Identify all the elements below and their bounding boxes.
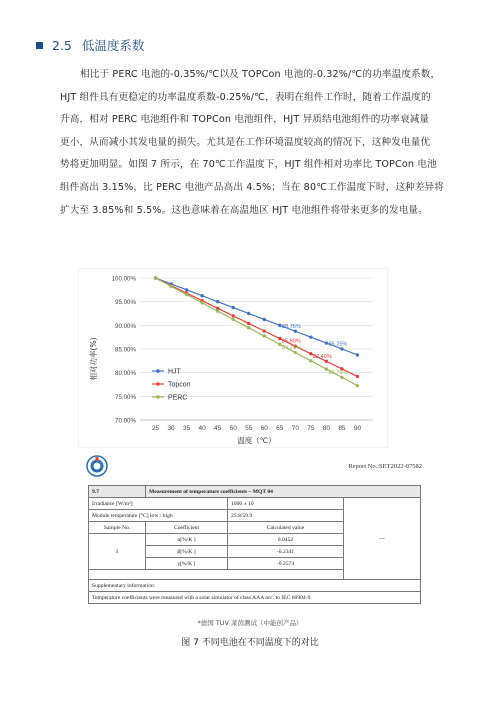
data-point-perc <box>232 318 235 321</box>
sample-number-cell: 1 <box>89 534 146 570</box>
paragraph-line: HJT 组件具有更稳定的功率温度系数-0.25%/℃，表明在组件工作时，随着工作温度的 <box>60 91 431 103</box>
coefficient-cell: α[%/K ] <box>146 534 228 546</box>
legend-marker <box>156 395 160 399</box>
certification-logo-icon <box>86 455 108 477</box>
col-coefficient-header: Coefficient <box>146 522 228 534</box>
section-no-cell: 9.7 <box>89 486 146 498</box>
x-tick-label: 75 <box>307 425 315 432</box>
data-label: 86.25% <box>328 341 348 348</box>
test-report-excerpt <box>80 455 430 615</box>
data-point-hjt <box>356 353 359 356</box>
data-point-perc <box>216 309 219 312</box>
section-title: 低温度系数 <box>81 38 145 53</box>
data-point-perc <box>340 376 343 379</box>
x-tick-label: 70 <box>291 425 299 432</box>
y-tick-label: 75.00% <box>115 393 136 401</box>
legend-label: PERC <box>168 394 188 402</box>
body-paragraph <box>60 64 466 222</box>
data-point-perc <box>356 384 359 387</box>
data-point-hjt <box>309 335 312 338</box>
data-point-perc <box>185 293 188 296</box>
x-tick-label: 30 <box>167 425 175 432</box>
paragraph-line: 扩大至 3.85%和 5.5%。这也意味着在高温地区 HJT 电池组件将带来更多的发电量。 <box>60 204 428 216</box>
legend-marker <box>156 369 160 373</box>
report-table-wrapper <box>88 485 421 604</box>
paragraph-line: 组件高出 3.15%，比 PERC 电池产品高出 4.5%；当在 80℃工作温度下时，这种差异将 <box>60 181 445 193</box>
data-point-hjt <box>200 294 203 297</box>
x-tick-label: 40 <box>198 425 206 432</box>
y-tick-label: 100.00% <box>111 275 136 283</box>
data-point-perc <box>200 301 203 304</box>
temperature-power-chart <box>78 268 388 448</box>
table-row <box>89 592 421 604</box>
x-tick-label: 35 <box>182 425 191 432</box>
data-point-topcon <box>325 360 328 363</box>
x-tick-label: 25 <box>151 425 160 432</box>
legend-marker <box>156 382 160 386</box>
heading-bullet-icon <box>36 42 43 49</box>
data-point-perc <box>154 276 157 279</box>
data-point-perc <box>247 326 250 329</box>
supplementary-text: Temperature coefficients were measured with a solar simulator of class AAA acc. to IEC 60904-9. <box>89 592 421 604</box>
legend-label: Topcon <box>168 381 191 389</box>
value-cell: -0.2574 <box>228 558 344 570</box>
table-row <box>89 580 421 592</box>
paragraph-line: 升高，相对 PERC 电池组件和 TOPCon 电池组件，HJT 异质结电池组件的功率衰减量 <box>60 114 430 126</box>
data-point-hjt <box>185 288 188 291</box>
supplementary-label: Supplementary information: <box>89 580 421 592</box>
data-point-hjt <box>263 318 266 321</box>
data-point-hjt <box>232 306 235 309</box>
figure-caption: 图 7 不同电池在不同温度下的对比 <box>181 638 319 648</box>
x-tick-label: 60 <box>260 425 268 432</box>
paragraph-line: 更小，从而减小其发电量的损失。尤其是在工作环境温度较高的情况下，这种发电量优 <box>60 136 431 148</box>
irradiance-value: 1000 ± 10 <box>228 498 344 510</box>
spacer-cell <box>89 570 344 580</box>
col-sample-header: Sample No. <box>89 522 146 534</box>
report-number: Report No.:SET2022-07582 <box>348 463 422 470</box>
data-point-perc <box>263 334 266 337</box>
section-title-cell: Measurement of temperature coefficients – MQT 04 <box>146 486 421 498</box>
x-tick-label: 65 <box>276 425 284 432</box>
y-tick-label: 95.00% <box>115 299 136 307</box>
x-axis-title: 温度（℃） <box>237 436 276 445</box>
data-point-topcon <box>247 322 250 325</box>
value-cell: -0.2341 <box>228 546 344 558</box>
value-cell: 0.0452 <box>228 534 344 546</box>
module-temp-value: 25.8/59.9 <box>228 510 344 522</box>
data-point-topcon <box>356 375 359 378</box>
irradiance-label: Irradiance [W/m²] <box>89 498 228 510</box>
data-point-hjt <box>340 347 343 350</box>
y-tick-label: 85.00% <box>115 346 136 354</box>
report-table <box>88 485 421 604</box>
col-calculated-header: Calculated value <box>228 522 344 534</box>
section-heading <box>36 36 144 54</box>
data-label: 80.75% <box>328 369 348 376</box>
x-tick-label: 45 <box>214 425 222 432</box>
data-point-topcon <box>263 329 266 332</box>
y-tick-label: 90.00% <box>115 322 136 330</box>
data-label: 82.40% <box>312 353 332 360</box>
data-point-perc <box>169 285 172 288</box>
x-tick-label: 90 <box>353 425 362 432</box>
table-row <box>89 498 421 510</box>
x-tick-label: 80 <box>322 425 331 432</box>
coefficient-cell: β[%/K ] <box>146 546 228 558</box>
data-label: 84.25% <box>281 345 301 352</box>
x-tick-label: 55 <box>245 425 253 432</box>
section-number: 2.5 <box>52 37 72 53</box>
legend-label: HJT <box>168 368 181 376</box>
data-point-hjt <box>247 312 250 315</box>
y-tick-label: 80.00% <box>115 370 136 378</box>
data-point-topcon <box>232 314 235 317</box>
table-header-row <box>89 486 421 498</box>
paragraph-line: 势将更加明显。如图 7 所示，在 70℃工作温度下，HJT 组件相对功率比 TOPCon 电池 <box>60 159 437 171</box>
coefficient-cell: γ[%/K ] <box>146 558 228 570</box>
y-tick-label: 70.00% <box>115 417 136 425</box>
paragraph-line: 相比于 PERC 电池的-0.35%/℃以及 TOPCon 电池的-0.32%/℃的功率温度系数， <box>80 69 441 80</box>
side-mark: --- <box>344 498 421 580</box>
y-axis-title: 相对功率(%) <box>89 337 98 381</box>
data-label: 85.60% <box>281 338 301 345</box>
figure-footnote: *德国 TUV 莱茵测试（中能创产品） <box>197 619 303 627</box>
data-label: 88.75% <box>281 323 301 330</box>
data-point-hjt <box>216 300 219 303</box>
x-tick-label: 50 <box>229 425 237 432</box>
data-point-hjt <box>294 330 297 333</box>
module-temp-label: Module temperature [°C] low / high <box>89 510 228 522</box>
data-point-perc <box>294 351 297 354</box>
x-tick-label: 85 <box>338 425 346 432</box>
